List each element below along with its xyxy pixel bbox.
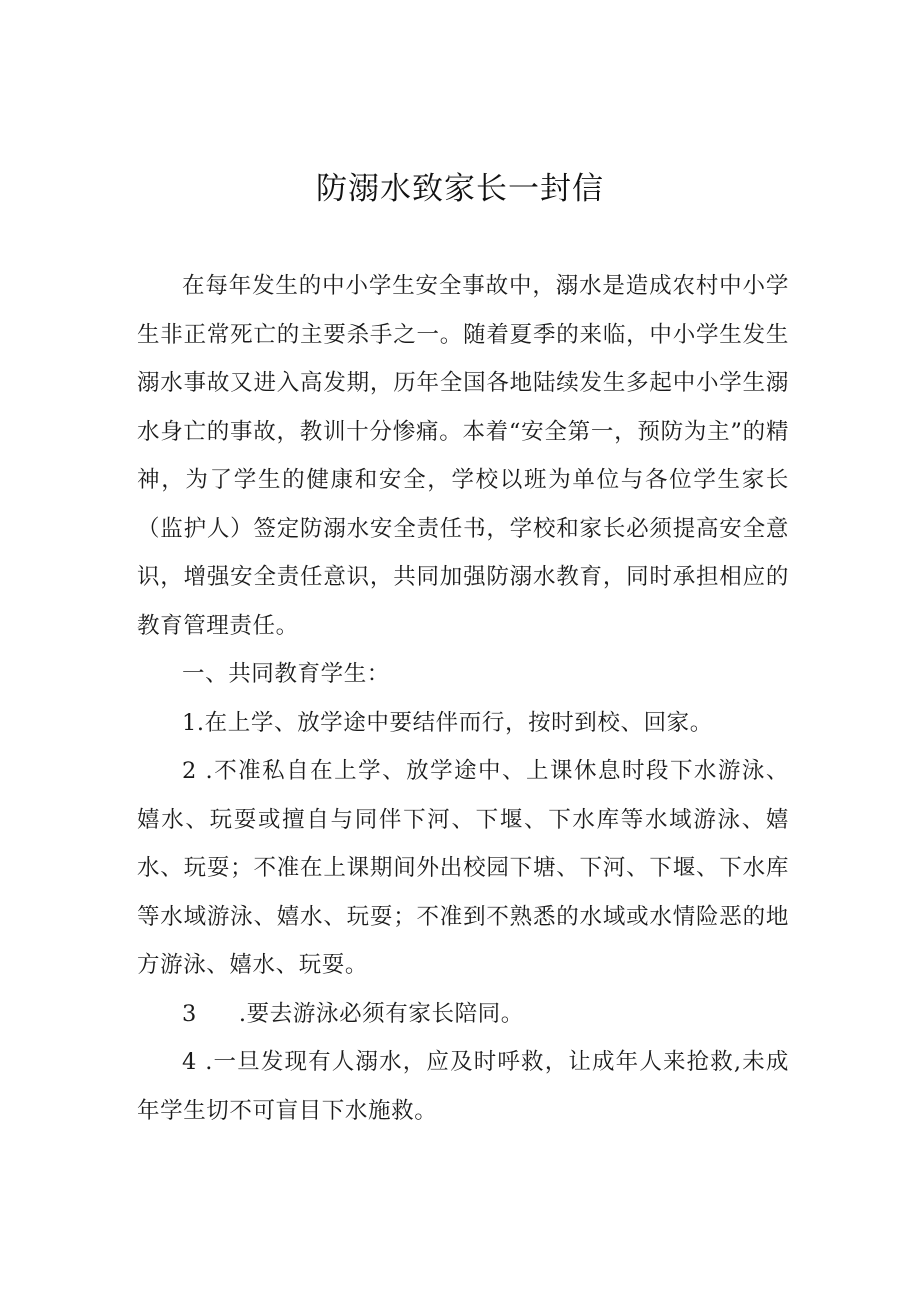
list-item-3 <box>137 990 789 1039</box>
list-item-3-number: 3 <box>182 1000 197 1027</box>
list-item-1: 1.在上学、放学途中要结伴而行，按时到校、回家。 <box>182 709 713 736</box>
list-item-4: 4 .一旦发现有人溺水，应及时呼救，让成年人来抢救,未成年学生切不可盲目下水施救。 <box>137 1049 789 1124</box>
document-body <box>137 262 789 1135</box>
document-title: 防溺水致家长一封信 <box>316 171 604 207</box>
list-item-2: 2 .不准私自在上学、放学途中、上课休息时段下水游泳、嬉水、玩耍或擅自与同伴下河、下堰、下水库等水域游泳、嬉水、玩耍；不准在上课期间外出校园下塘、下河、下堰、下水库等水域游泳、嬉水、玩耍；不准到不熟悉的水域或水情险恶的地方游泳、嬉水、玩耍。 <box>137 758 789 978</box>
list-item-3-text: .要去游泳必须有家长陪同。 <box>238 1000 524 1027</box>
section-heading: 一、共同教育学生： <box>182 661 390 687</box>
intro-paragraph: 在每年发生的中小学生安全事故中，溺水是造成农村中小学生非正常死亡的主要杀手之一。随着夏季的来临，中小学生发生溺水事故又进入高发期，历年全国各地陆续发生多起中小学生溺水身亡的事故，教训十分惨痛。本着“安全第一，预防为主”的精神，为了学生的健康和安全，学校以班为单位与各位学生家长（监护人）签定防溺水安全责任书，学校和家长必须提高安全意识，增强安全责任意识，共同加强防溺水教育，同时承担相应的教育管理责任。 <box>137 273 789 639</box>
